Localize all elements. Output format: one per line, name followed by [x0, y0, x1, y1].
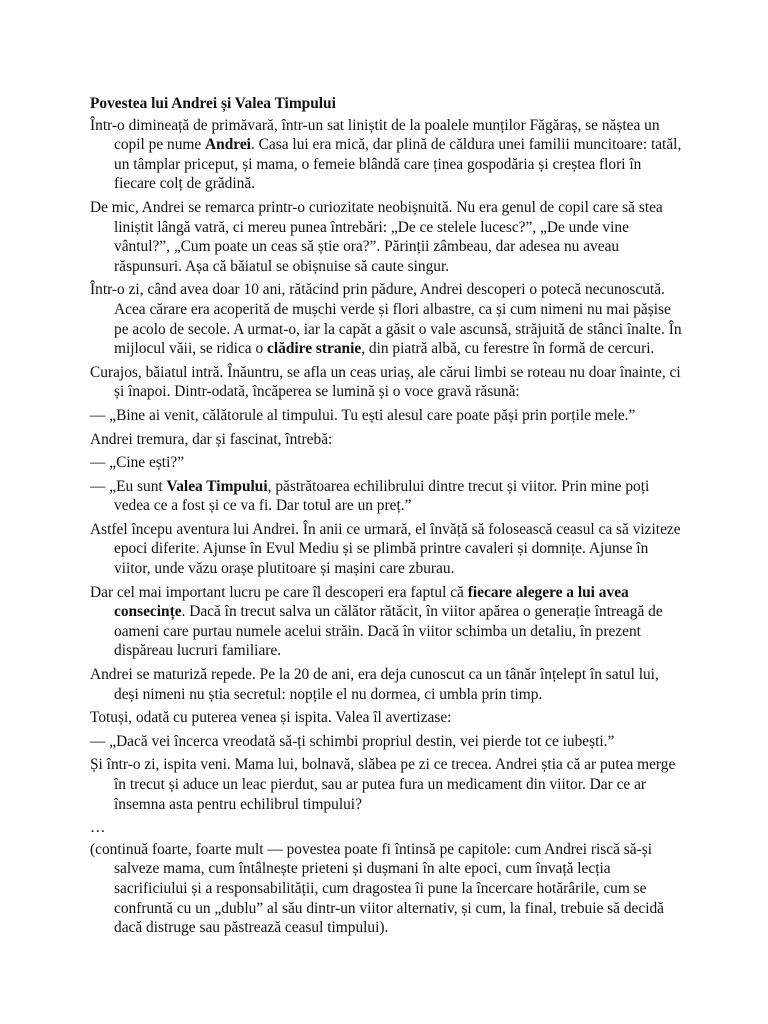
story-paragraph: [90, 665, 682, 704]
document-body: [90, 94, 682, 942]
emphasized-text: fiecare alegere a lui avea consecințe: [114, 583, 629, 621]
story-title: Povestea lui Andrei și Valea Timpului: [90, 95, 336, 112]
closing-note: (continuă foarte, foarte mult — povestea poate fi întinsă pe capitole: cum Andrei riscă să-și salveze mama, cum întâlnește prieteni și dușmani în alte epoci, cum învață lecția sacrificiului și a responsabilității, cum dragostea îi pune la încercare hotărârile, cum se confruntă cu un „dublu” al său dintr-un viitor alternativ, și cum, la final, trebuie să decidă dacă distruge sau păstrează ceasul timpului).: [90, 840, 665, 937]
paragraph-text: Andrei tremura, dar și fascinat, întrebă:: [90, 430, 333, 448]
ellipsis: …: [90, 819, 106, 837]
paragraph-text: Într-o zi, când avea doar 10 ani, rătăcind prin pădure, Andrei descoperi o potecă necunoscută. Acea cărare era acoperită de mușchi verde și flori albastre, ca și cum nimeni nu mai pășise pe acolo de secole. A urmat-o, iar la capăt a găsit o vale ascunsă, străjuită de stânci înalte. În mijlocul văii, se ridica o: [90, 281, 682, 358]
paragraph-text: — „Cine ești?”: [90, 454, 185, 472]
paragraph-text: Și într-o zi, ispita veni. Mama lui, bolnavă, slăbea pe zi ce trecea. Andrei știa că ar putea merge în trecut și aduce un leac pierdut, sau ar putea fura un medicament din viitor. Dar ce ar însemna asta pentru echilibrul timpului?: [90, 756, 676, 813]
story-paragraph: [90, 430, 682, 450]
story-paragraph: [90, 732, 682, 752]
story-paragraphs: [90, 116, 682, 815]
paragraph-text: . Casa lui era mică, dar plină de căldura unei familii muncitoare: tatăl, un tâmplar priceput, și mama, o femeie blândă care ținea gospodăria și creștea flori în fiecare colț de grădină.: [114, 136, 682, 193]
paragraph-text: Dar cel mai important lucru pe care îl descoperi era faptul că: [90, 583, 468, 601]
paragraph-text: , din piatră albă, cu ferestre în formă de cercuri.: [361, 340, 655, 358]
story-paragraph: [90, 116, 682, 194]
paragraph-text: — „Dacă vei încerca vreodată să-ți schimbi propriul destin, vei pierde tot ce iubești.”: [90, 732, 615, 750]
story-paragraph: [90, 280, 682, 358]
paragraph-text: De mic, Andrei se remarca printr-o curiozitate neobișnuită. Nu era genul de copil care să stea liniștit lângă vatră, ci mereu punea întrebări: „De ce stelele lucesc?”, „De unde vine vântul?”, „Cum poate un ceas să știe ora?”. Părinții zâmbeau, dar adesea nu aveau răspunsuri. Așa că băiatul se obișnuise să caute singur.: [90, 198, 663, 275]
paragraph-text: — „Eu sunt: [90, 477, 167, 495]
story-paragraph: [90, 453, 682, 473]
paragraph-text: . Dacă în trecut salva un călător rătăcit, în viitor apărea o generație întreagă de oameni care purtau numele acelui străin. Dacă în viitor schimba un detaliu, în prezent dispăreau lucruri familiare.: [114, 603, 663, 660]
story-paragraph: [90, 583, 682, 661]
paragraph-text: Totuși, odată cu puterea venea și ispita. Valea îl avertizase:: [90, 709, 452, 727]
story-paragraph: [90, 198, 682, 276]
story-paragraph: [90, 755, 682, 814]
paragraph-text: , păstrătoarea echilibrului dintre trecut și viitor. Prin mine poți vedea ce a fost și ce va fi. Dar totul are un preț.”: [114, 477, 650, 515]
story-paragraph: [90, 477, 682, 516]
story-paragraph: [90, 406, 682, 426]
emphasized-text: Andrei: [205, 136, 251, 154]
emphasized-text: clădire stranie: [267, 340, 362, 358]
paragraph-text: Andrei se maturiză repede. Pe la 20 de ani, era deja cunoscut ca un tânăr înțelept în satul lui, deși nimeni nu știa secretul: nopțile el nu dormea, ci umbla prin timp.: [90, 666, 659, 703]
paragraph-text: Astfel începu aventura lui Andrei. În anii ce urmară, el învăță să folosească ceasul ca să viziteze epoci diferite. Ajunse în Evul Mediu și se plimbă printre cavaleri și domnițe. Ajunse în viitor, unde văzu orașe plutitoare și mașini care zburau.: [90, 520, 681, 578]
paragraph-text: Curajos, băiatul intră. Înăuntru, se afla un ceas uriaș, ale cărui limbi se roteau nu doar înainte, ci și înapoi. Dintr-odată, încăperea se lumină și o voce gravă răsună:: [90, 363, 681, 401]
paragraph-text: — „Bine ai venit, călătorule al timpului. Tu ești alesul care poate păși prin porțile mele.”: [90, 406, 636, 424]
paragraph-text: Într-o dimineață de primăvară, într-un sat liniștit de la poalele munților Făgăraș, se năștea un copil pe nume: [90, 116, 660, 154]
story-paragraph: [90, 708, 682, 728]
story-paragraph: [90, 520, 682, 579]
story-paragraph: [90, 363, 682, 402]
emphasized-text: Valea Timpului: [166, 477, 268, 495]
